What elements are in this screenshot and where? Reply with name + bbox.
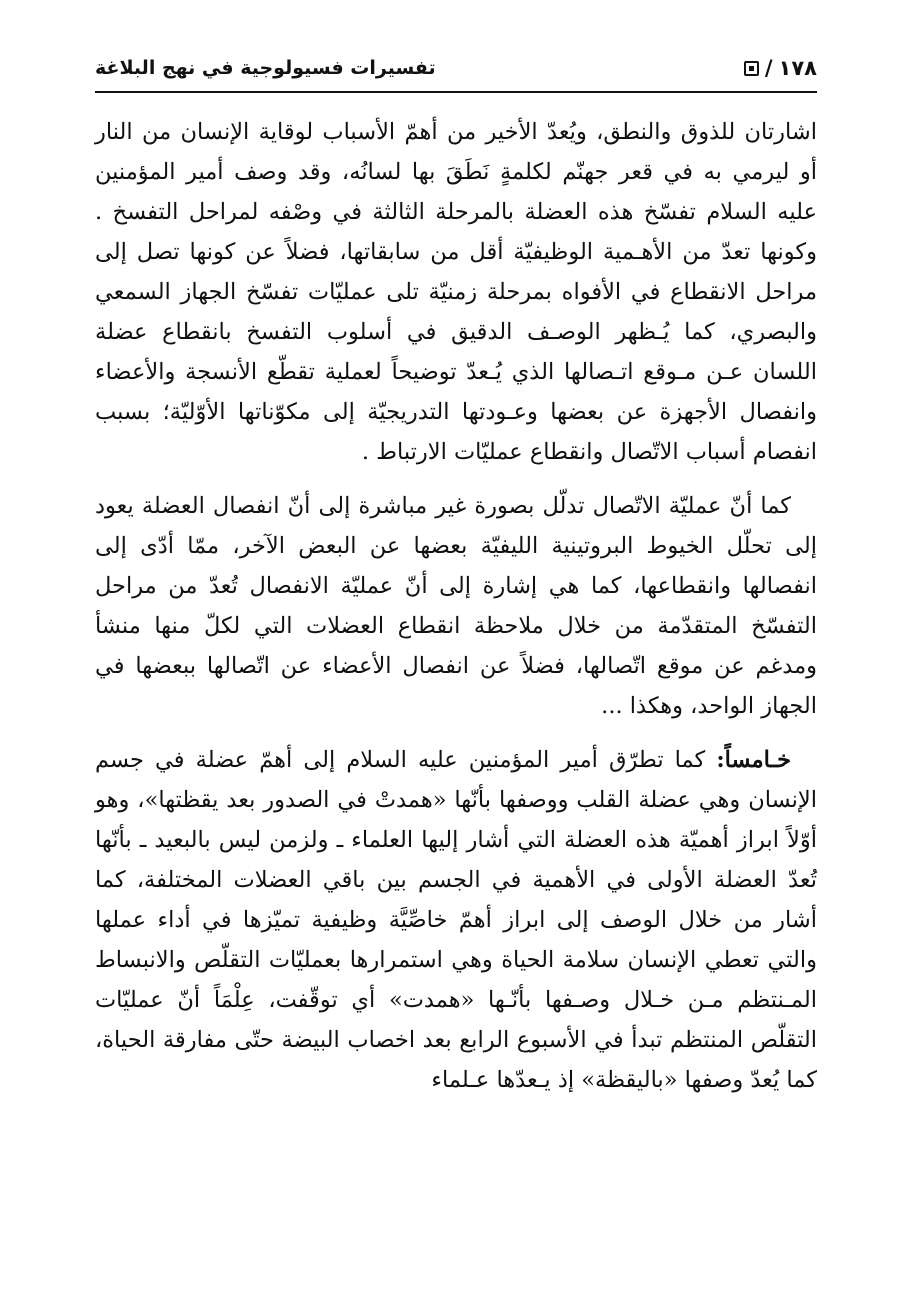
paragraph-1 [95,112,817,472]
ornament-square-icon [744,61,759,76]
page-number-group [744,56,817,80]
paragraph-2 [95,486,817,726]
paragraph-text: اشارتان للذوق والنطق، ويُعدّ الأخير من أهمّ الأسباب لوقاية الإنسان من النار أو ليرمي به في قعر جهنّم لكلمةٍ نَطَقَ بها لسانُه، وقد وصف أمير المؤمنين عليه السلام تفسّخ هذه العضلة بالمرحلة الثالثة في وصْفه لمراحل التفسخ . وكونها تعدّ من الأهـمية الوظيفيّة أقل من سابقاتها، فضلاً عن كونها تصل إلى مراحل الانقطاع في الأفواه بمرحلة زمنيّة تلى عمليّات تفسّخ الجهاز السمعي والبصري، كما يُـظهر الوصـف الدقيق في أسلوب التفسخ بانقطاع عضلة اللسان عـن مـوقع اتـصالها الذي يُـعدّ توضيحاً لعملية تقطّع الأنسجة والأعضاء وانفصال الأجهزة عن بعضها وعـودتها التدريجيّة إلى مكوّناتها الأوّليّة؛ بسبب انفصام أسباب الاتّصال وانقطاع عمليّات الارتباط . [95,119,817,465]
paragraph-text: كما تطرّق أمير المؤمنين عليه السلام إلى أهمّ عضلة في جسم الإنسان وهي عضلة القلب ووصفها بأنّها «همدتْ في الصدور بعد يقظتها»، وهو أوّلاً ابراز أهميّة هذه العضلة التي أشار إليها العلماء ـ ولزمن ليس بالبعيد ـ بأنّها تُعدّ العضلة الأولى في الأهمية في الجسم بين باقي العضلات المختلفة، كما أشار من خلال الوصف إلى ابراز أهمّ خاصِّيَّة وظيفية تميّزها في أداء عملها والتي تعطي الإنسان سلامة الحياة وهي استمرارها بعمليّات التقلّص والانبساط المـنتظم مـن خـلال وصـفها بأنّـها «همدت» أي توقّفت، عِلْمَاً أنّ عمليّات التقلّص المنتظم تبدأ في الأسبوع الرابع بعد اخصاب البيضة حتّى مفارقة الحياة، كما يُعدّ وصفها «باليقظة» إذ يـعدّها عـلماء [95,747,817,1093]
page-number-separator: / [764,56,773,80]
paragraph-text: كما أنّ عمليّة الاتّصال تدلّل بصورة غير مباشرة إلى أنّ انفصال العضلة يعود إلى تحلّل الخيوط البروتينية الليفيّة بعضها عن البعض الآخر، ممّا أدّى إلى انفصالها وانقطاعها، كما هي إشارة إلى أنّ عمليّة الانفصال تُعدّ من مراحل التفسّخ المتقدّمة من خلال ملاحظة انقطاع العضلات التي لكلّ منها منشأ ومدغم عن موقع اتّصالها، فضلاً عن انفصال الأعضاء عن اتّصالها ببعضها في الجهاز الواحد، وهكذا ... [95,493,817,719]
header-divider [95,91,817,93]
section-lead-word: خـامساً: [716,747,791,773]
running-header [95,50,817,86]
paragraph-3 [95,740,817,1100]
page-body [95,112,817,1114]
page-number: ١٧٨ [778,56,817,80]
book-title: تفسيرات فسيولوجية في نهج البلاغة [95,57,436,79]
